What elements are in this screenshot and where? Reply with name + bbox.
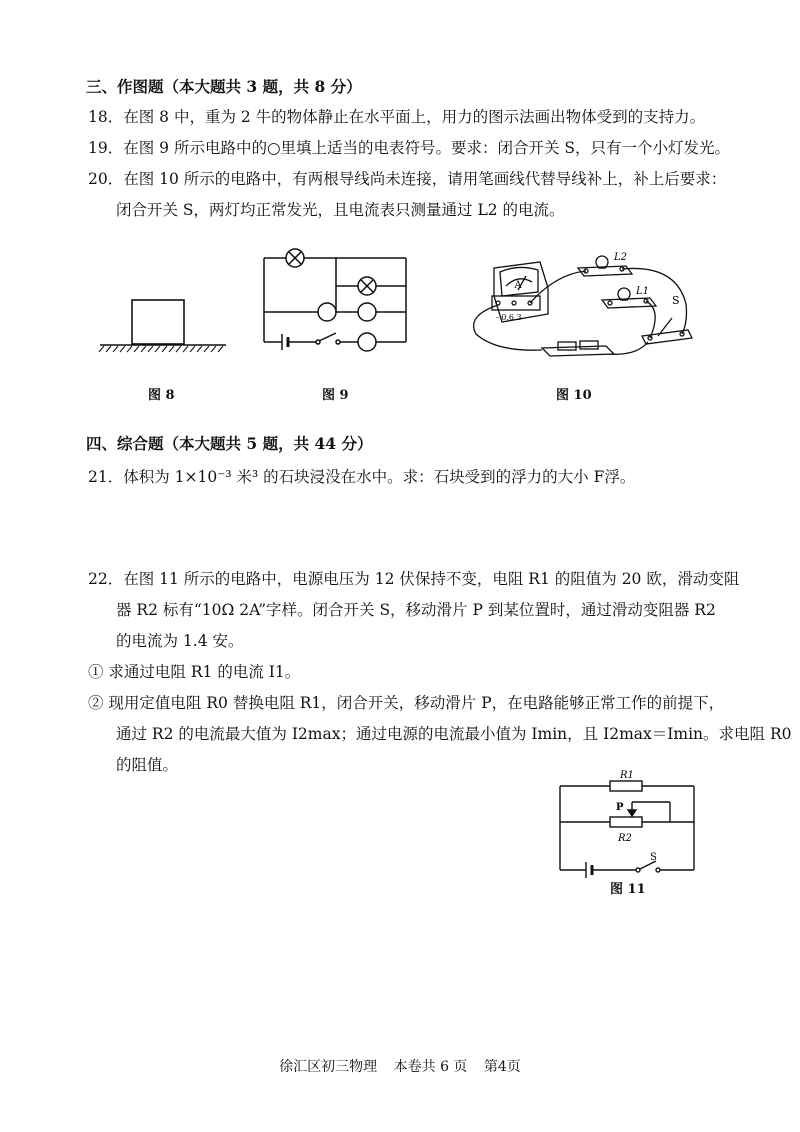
question-22-sub2-line1: ② 现用定值电阻 R0 替换电阻 R1，闭合开关，移动滑片 P，在电路能够正常工作的前提下， — [88, 694, 725, 712]
figure-11 — [552, 768, 702, 878]
fig10-S-label: S — [672, 294, 680, 307]
fig11-R1-label: R1 — [620, 770, 634, 781]
footer-page: 第4页 — [483, 1059, 521, 1075]
figure-8-caption: 图 8 — [148, 388, 175, 403]
question-22-line2: 器 R2 标有“10Ω 2A”字样。闭合开关 S，移动滑片 P 到某位置时，通过滑动变阻器 R2 — [116, 601, 716, 619]
section4-title: 四、综合题（本大题共 5 题，共 44 分） — [86, 434, 373, 453]
section3-title: 三、作图题（本大题共 3 题，共 8 分） — [86, 77, 362, 96]
fig10-ammeter-label: A — [514, 280, 522, 291]
question-22-sub2-line2: 通过 R2 的电流最大值为 I2max；通过电源的电流最小值为 Imin，且 I2max＝Imin。求电阻 R0 — [116, 725, 792, 743]
fig10-L1-label: L1 — [636, 286, 650, 297]
figure-10 — [466, 244, 706, 364]
question-22-line3: 的电流为 1.4 安。 — [116, 632, 244, 650]
figure-8 — [96, 290, 236, 360]
figure-9-caption: 图 9 — [322, 388, 349, 403]
question-20-line1: 20．在图 10 所示的电路中，有两根导线尚未连接，请用笔画线代替导线补上，补上后要求： — [88, 170, 727, 188]
question-19: 19．在图 9 所示电路中的○里填上适当的电表符号。要求：闭合开关 S，只有一个小灯发光。 — [88, 139, 731, 157]
question-22-sub1: ① 求通过电阻 R1 的电流 I1。 — [88, 663, 301, 681]
question-22-line1: 22．在图 11 所示的电路中，电源电压为 12 伏保持不变，电阻 R1 的阻值为 20 欧，滑动变阻 — [88, 570, 740, 588]
question-18: 18．在图 8 中，重为 2 牛的物体静止在水平面上，用力的图示法画出物体受到的支持力。 — [88, 108, 706, 126]
fig10-L2-label: L2 — [614, 252, 628, 263]
fig11-R2-label: R2 — [618, 833, 632, 844]
figure-10-caption: 图 10 — [556, 388, 592, 403]
fig11-P-label: P — [616, 802, 624, 813]
page-footer — [0, 1056, 800, 1076]
question-22-sub2-line3: 的阻值。 — [116, 756, 179, 774]
figure-11-caption: 图 11 — [610, 882, 646, 897]
question-21: 21．体积为 1×10⁻³ 米³ 的石块浸没在水中。求：石块受到的浮力的大小 F浮。 — [88, 468, 636, 486]
footer-total: 本卷共 6 页 — [393, 1059, 468, 1075]
footer-school: 徐汇区初三物理 — [279, 1059, 378, 1075]
fig10-scale-label: - 0.6 3 — [496, 313, 522, 322]
question-20-line2: 闭合开关 S，两灯均正常发光，且电流表只测量通过 L2 的电流。 — [116, 201, 565, 219]
fig11-S-label: S — [650, 852, 657, 863]
figure-9 — [258, 244, 418, 364]
